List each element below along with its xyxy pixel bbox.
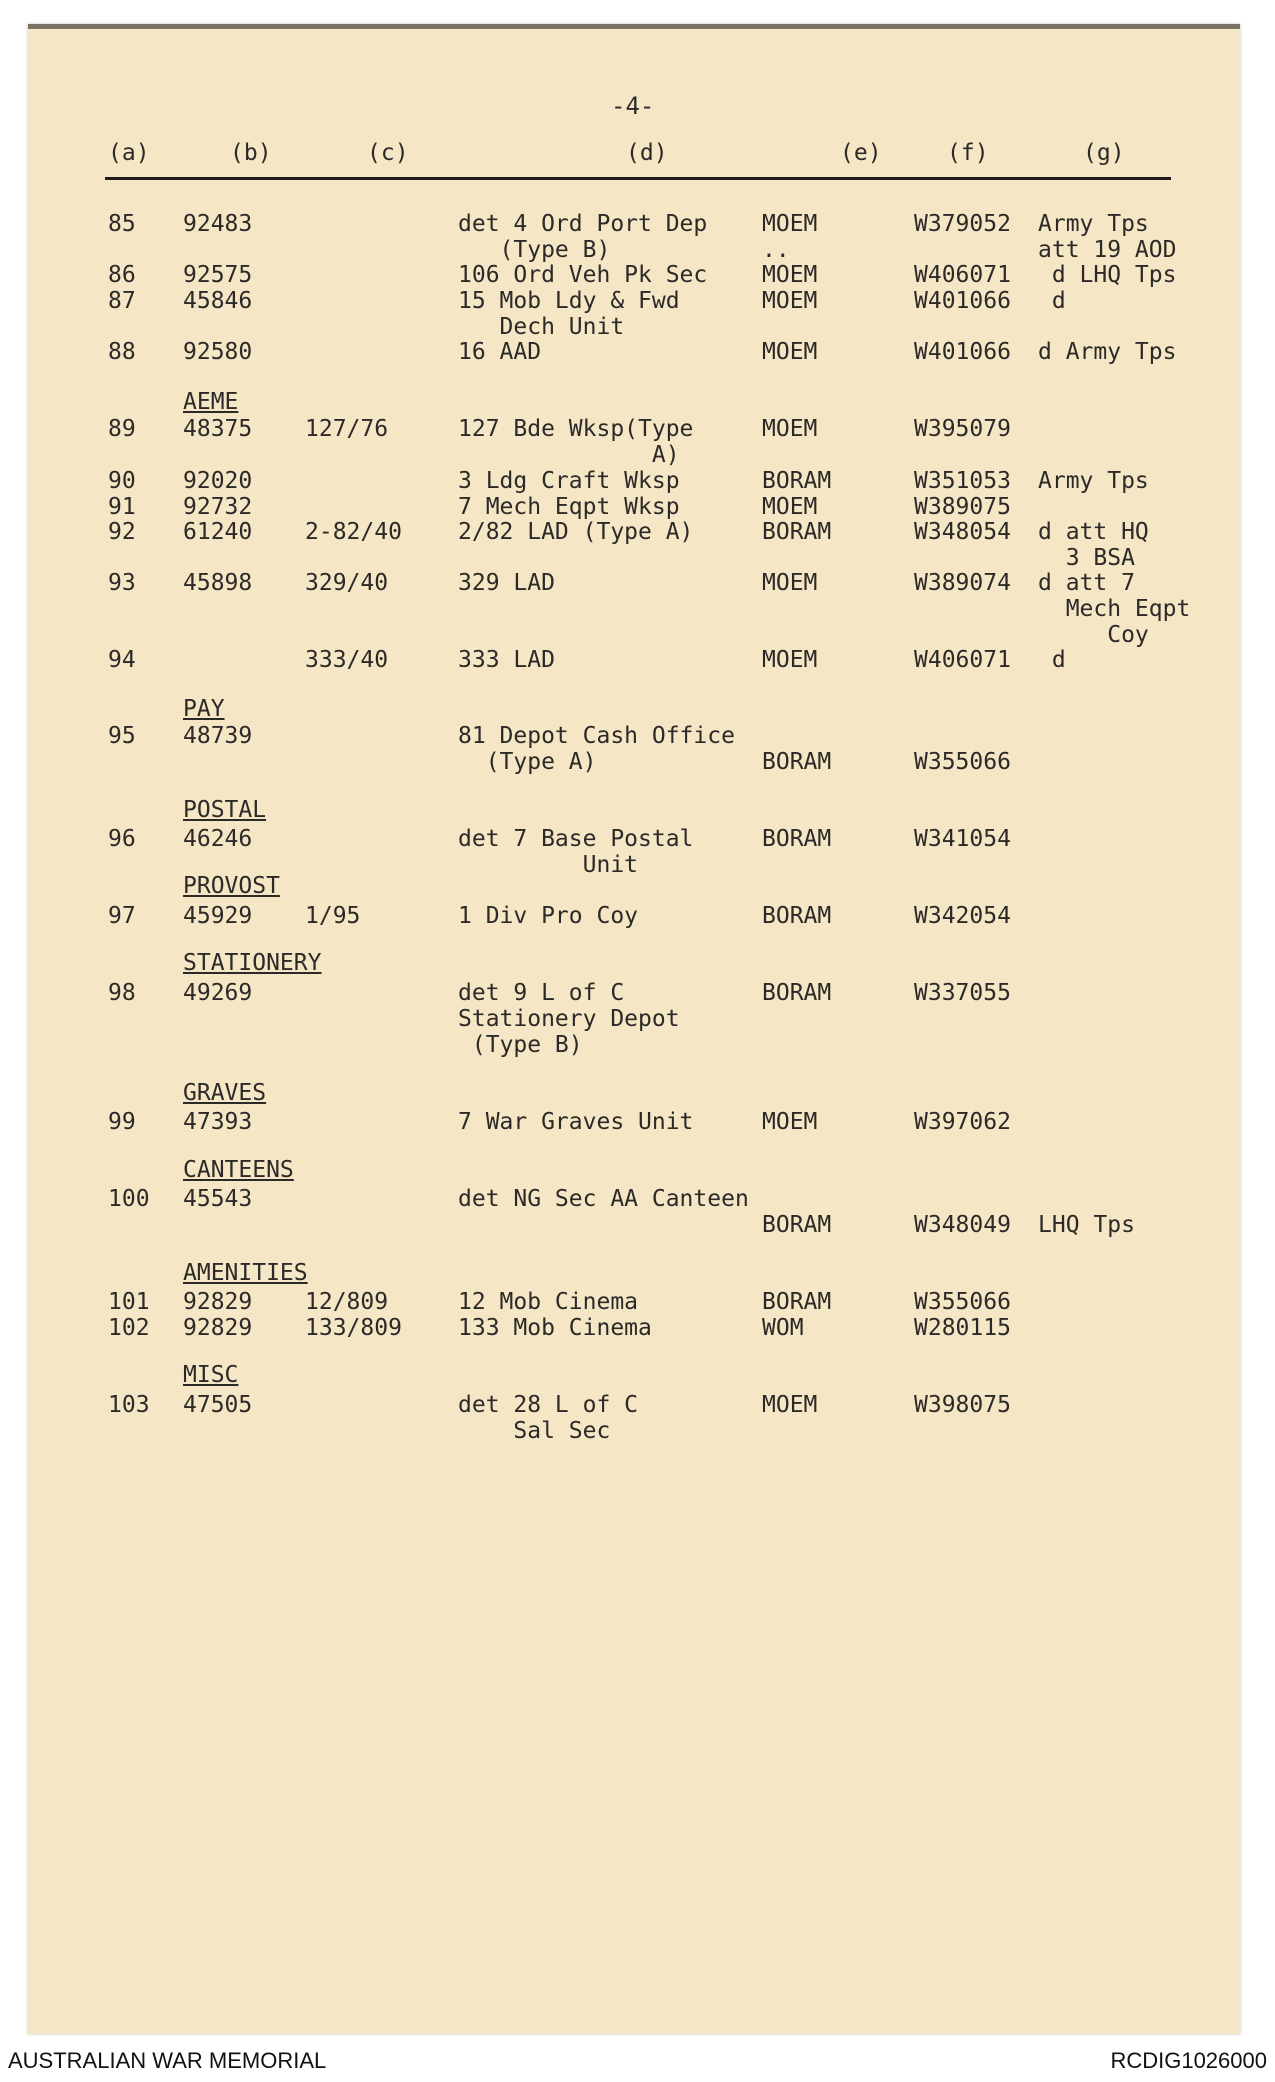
remarks-line: Army Tps [1038,468,1149,494]
authority: BORAM [762,468,832,494]
header-g: (g) [1083,140,1125,166]
map-reference: W389075 [914,494,1011,520]
unit-description-line: Stationery Depot [458,1006,680,1032]
serial-number: 92 [108,519,136,545]
unit-description-line: det 28 L of C [458,1392,639,1418]
map-reference: W341054 [914,826,1011,852]
serial-number: 97 [108,903,136,929]
serial-number: 86 [108,262,136,288]
section-label: MISC [183,1362,239,1388]
section-label: GRAVES [183,1080,267,1106]
unit-description-line: 333 LAD [458,647,555,673]
unit-description-line: (Type A) [458,749,597,775]
unit-description-line: 106 Ord Veh Pk Sec [458,262,708,288]
unit-description-line: 127 Bde Wksp(Type [458,416,694,442]
serial-number: 90 [108,468,136,494]
map-reference: W397062 [914,1109,1011,1135]
unit-number: 92483 [183,211,253,237]
section-label: AEME [183,389,239,415]
remarks-line: d [1038,647,1066,673]
page-number: -4- [611,92,655,120]
unit-number: 92829 [183,1289,253,1315]
unit-number: 48739 [183,723,253,749]
authority: WOM [762,1315,804,1341]
authority: MOEM [762,211,818,237]
authority: MOEM [762,416,818,442]
authority: BORAM [762,1212,832,1238]
header-f: (f) [947,140,989,166]
unit-description-line: det NG Sec AA Canteen [458,1186,749,1212]
serial-number: 100 [108,1186,150,1212]
unit-description-line: 1 Div Pro Coy [458,903,639,929]
map-reference: W395079 [914,416,1011,442]
unit-description-line: 3 Ldg Craft Wksp [458,468,680,494]
unit-description-line: 133 Mob Cinema [458,1315,652,1341]
unit-description-line: 81 Depot Cash Office [458,723,735,749]
map-reference: W406071 [914,262,1011,288]
serial-number: 103 [108,1392,150,1418]
unit-number: 48375 [183,416,253,442]
serial-number: 87 [108,288,136,314]
map-reference: W280115 [914,1315,1011,1341]
remarks-line: d [1038,288,1066,314]
reference-number: 133/809 [305,1315,402,1341]
unit-number: 46246 [183,826,253,852]
section-label: POSTAL [183,797,267,823]
serial-number: 94 [108,647,136,673]
unit-description-line: 329 LAD [458,570,555,596]
unit-description-line: 7 War Graves Unit [458,1109,694,1135]
unit-number: 47393 [183,1109,253,1135]
authority: MOEM [762,339,818,365]
header-b: (b) [230,140,272,166]
unit-description-line: 7 Mech Eqpt Wksp [458,494,680,520]
unit-description-line: 12 Mob Cinema [458,1289,639,1315]
header-a: (a) [108,140,150,166]
authority: MOEM [762,288,818,314]
serial-number: 98 [108,980,136,1006]
reference-number: 2-82/40 [305,519,402,545]
remarks-line: d LHQ Tps [1038,262,1177,288]
footer-record-id: RCDIG1026000 [1110,2048,1267,2073]
reference-number: 12/809 [305,1289,389,1315]
remarks-line: d Army Tps [1038,339,1177,365]
serial-number: 91 [108,494,136,520]
unit-number: 61240 [183,519,253,545]
authority: MOEM [762,570,818,596]
serial-number: 95 [108,723,136,749]
remarks-line: att 19 AOD [1038,237,1177,263]
unit-number: 45543 [183,1186,253,1212]
authority: BORAM [762,903,832,929]
remarks-line: d att 7 [1038,570,1135,596]
remarks-line: Army Tps [1038,211,1149,237]
unit-description-line: Sal Sec [458,1418,611,1444]
map-reference: W348054 [914,519,1011,545]
unit-number: 45846 [183,288,253,314]
authority: .. [762,237,790,263]
serial-number: 101 [108,1289,150,1315]
unit-description-line: det 4 Ord Port Dep [458,211,708,237]
map-reference: W348049 [914,1212,1011,1238]
serial-number: 85 [108,211,136,237]
authority: MOEM [762,1109,818,1135]
serial-number: 99 [108,1109,136,1135]
remarks-line: Mech Eqpt [1038,596,1191,622]
unit-description-line: 16 AAD [458,339,542,365]
unit-description-line: (Type B) [458,237,611,263]
unit-number: 47505 [183,1392,253,1418]
authority: BORAM [762,1289,832,1315]
unit-description-line: 2/82 LAD (Type A) [458,519,694,545]
remarks-line: LHQ Tps [1038,1212,1135,1238]
unit-description-line: (Type B) [458,1032,583,1058]
unit-number: 49269 [183,980,253,1006]
unit-number: 92829 [183,1315,253,1341]
map-reference: W351053 [914,468,1011,494]
unit-number: 92580 [183,339,253,365]
authority: BORAM [762,826,832,852]
map-reference: W342054 [914,903,1011,929]
section-label: PROVOST [183,873,280,899]
section-label: AMENITIES [183,1260,308,1286]
page-top-edge [28,24,1240,29]
section-label: STATIONERY [183,950,322,976]
serial-number: 96 [108,826,136,852]
map-reference: W379052 [914,211,1011,237]
unit-description-line: Unit [458,852,639,878]
authority: MOEM [762,262,818,288]
unit-description-line: det 9 L of C [458,980,625,1006]
authority: MOEM [762,494,818,520]
map-reference: W337055 [914,980,1011,1006]
footer-institution: AUSTRALIAN WAR MEMORIAL [8,2048,327,2073]
header-e: (e) [840,140,882,166]
remarks-line: 3 BSA [1038,545,1135,571]
header-c: (c) [367,140,409,166]
unit-number: 92732 [183,494,253,520]
unit-description-line: 15 Mob Ldy & Fwd [458,288,680,314]
unit-description-line: det 7 Base Postal [458,826,694,852]
authority: BORAM [762,980,832,1006]
header-d: (d) [626,140,668,166]
authority: BORAM [762,749,832,775]
map-reference: W355066 [914,749,1011,775]
map-reference: W406071 [914,647,1011,673]
authority: BORAM [762,519,832,545]
unit-number: 92575 [183,262,253,288]
serial-number: 88 [108,339,136,365]
serial-number: 102 [108,1315,150,1341]
unit-number: 45929 [183,903,253,929]
section-label: PAY [183,696,225,722]
reference-number: 333/40 [305,647,389,673]
header-rule [105,177,1171,180]
authority: MOEM [762,1392,818,1418]
reference-number: 127/76 [305,416,389,442]
map-reference: W401066 [914,288,1011,314]
map-reference: W389074 [914,570,1011,596]
section-label: CANTEENS [183,1157,294,1183]
remarks-line: d att HQ [1038,519,1149,545]
reference-number: 1/95 [305,903,361,929]
map-reference: W355066 [914,1289,1011,1315]
authority: MOEM [762,647,818,673]
unit-number: 45898 [183,570,253,596]
map-reference: W401066 [914,339,1011,365]
serial-number: 93 [108,570,136,596]
reference-number: 329/40 [305,570,389,596]
unit-number: 92020 [183,468,253,494]
serial-number: 89 [108,416,136,442]
map-reference: W398075 [914,1392,1011,1418]
unit-description-line: Dech Unit [458,314,625,340]
unit-description-line: A) [458,442,680,468]
remarks-line: Coy [1038,622,1149,648]
